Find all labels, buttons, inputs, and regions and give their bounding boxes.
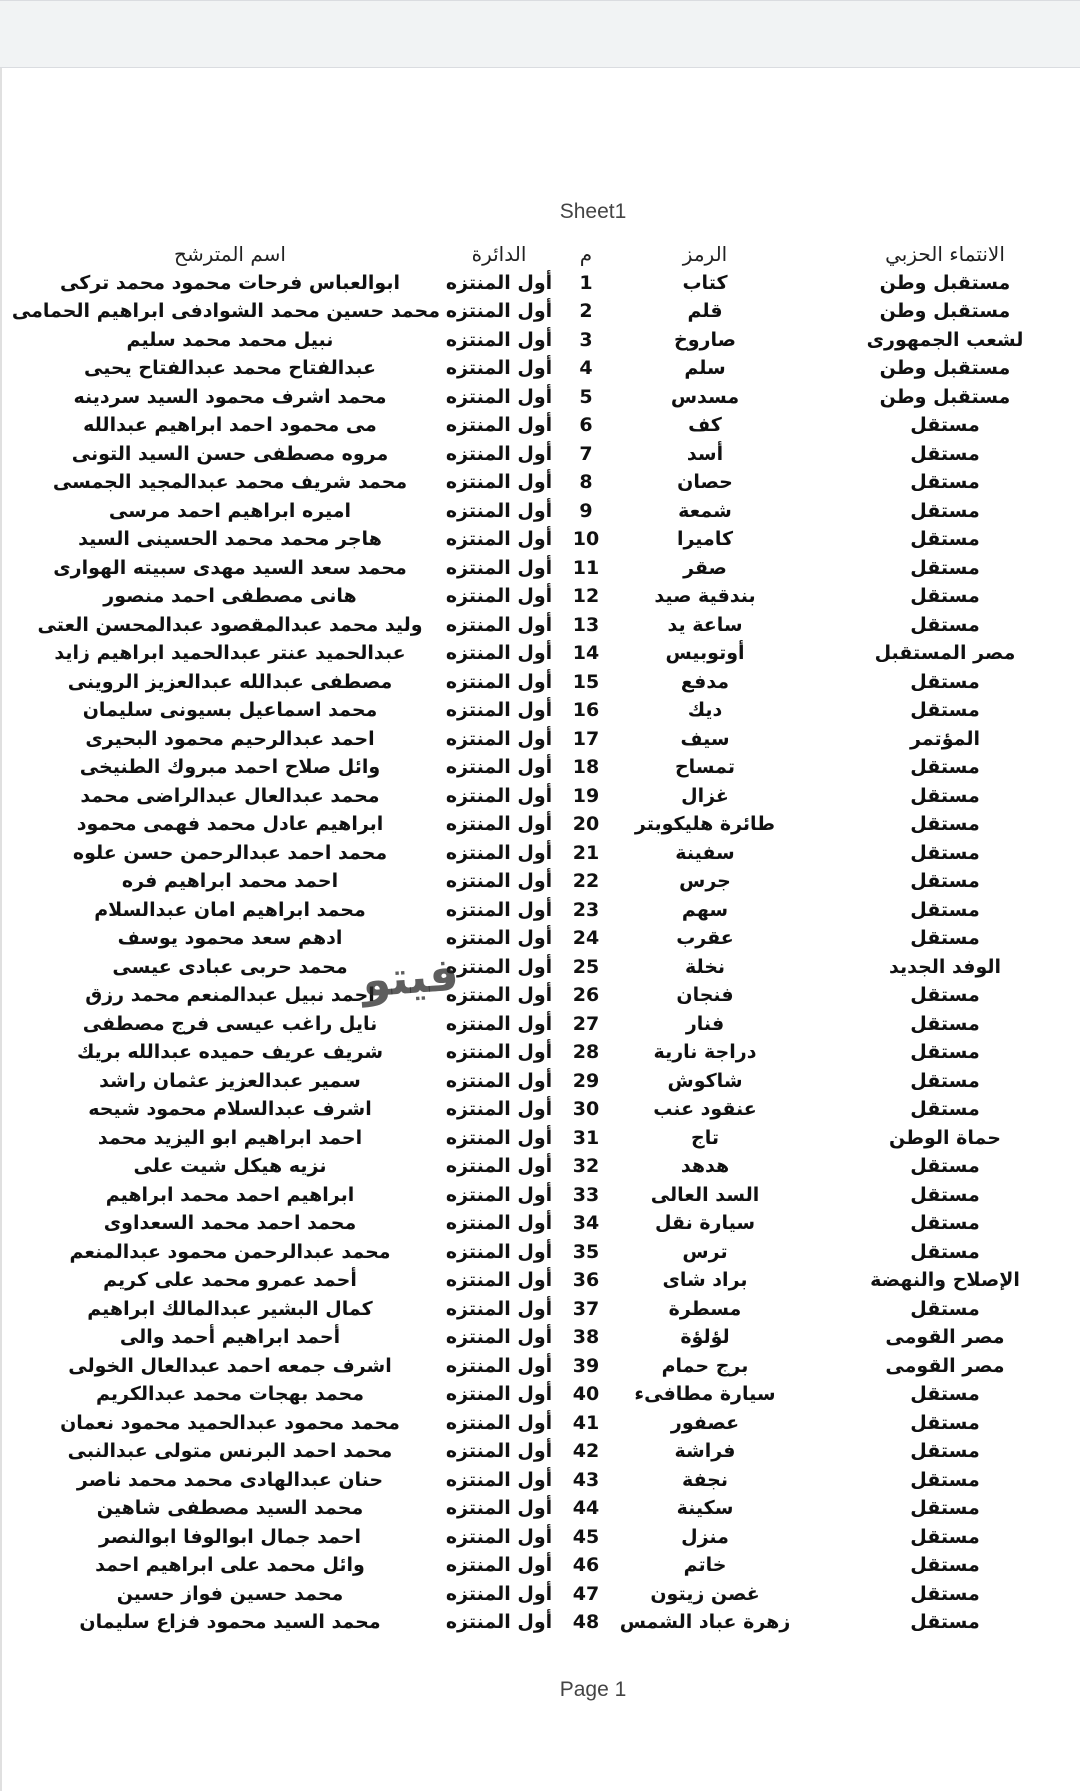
cell-party: مستقبل وطن [879, 271, 1011, 294]
table-row [0, 1266, 1080, 1295]
cell-symbol: حصان [677, 471, 733, 493]
cell-party: الوفد الجديد [888, 955, 1001, 978]
cell-number: 36 [572, 1269, 600, 1291]
header-circuit: الدائرة [471, 242, 527, 266]
cell-symbol: ترس [682, 1240, 728, 1263]
cell-number: 30 [572, 1098, 600, 1120]
cell-name: اشرف جمعه احمد عبدالعال الخولى [68, 1354, 392, 1377]
cell-name: وليد محمد عبدالمقصود عبدالمحسن العتى [37, 613, 423, 636]
cell-number: 13 [572, 613, 600, 636]
cell-symbol: كف [688, 414, 722, 436]
cell-circuit: أول المنتزه [445, 841, 553, 864]
cell-party: مستقل [910, 1411, 980, 1434]
cell-party: مستقل [910, 1497, 980, 1519]
table-row [0, 1437, 1080, 1466]
cell-number: 12 [572, 585, 600, 607]
cell-number: 7 [579, 442, 593, 465]
cell-name: محمد اسماعيل بسيونى سليمان [82, 699, 378, 721]
cell-symbol: سيارة نقل [654, 1212, 756, 1234]
cell-circuit: أول المنتزه [445, 1525, 553, 1548]
cell-name: محمد عبدالعال عبدالراضى محمد [80, 784, 380, 807]
cell-number: 23 [572, 898, 600, 921]
cell-symbol: فنار [685, 1012, 725, 1035]
cell-party: مستقل [910, 556, 980, 579]
cell-name: حنان عبدالهادى محمد محمد ناصر [76, 1468, 384, 1491]
cell-circuit: أول المنتزه [445, 1611, 553, 1633]
cell-party: مستقل [910, 927, 980, 949]
cell-name: محمد اشرف محمود السيد سردينه [73, 385, 387, 408]
cell-symbol: ديك [687, 699, 723, 721]
cell-circuit: أول المنتزه [445, 727, 553, 750]
cell-number: 2 [579, 300, 593, 322]
cell-symbol: سلم [684, 357, 726, 379]
cell-party: مستقل [910, 756, 980, 778]
table-row [0, 1352, 1080, 1381]
cell-symbol: سفينة [675, 841, 735, 864]
table-row [0, 1095, 1080, 1124]
cell-circuit: أول المنتزه [445, 328, 553, 351]
cell-name: وائل صلاح احمد مبروك الطنيخى [79, 756, 381, 778]
cell-circuit: أول المنتزه [445, 1497, 553, 1519]
cell-number: 1 [579, 271, 593, 294]
cell-number: 34 [572, 1212, 600, 1234]
cell-name: ابراهيم عادل محمد فهمى محمود [76, 813, 384, 835]
page-number: Page 1 [559, 1678, 627, 1701]
cell-party: مستقل [910, 1155, 980, 1177]
cell-circuit: أول المنتزه [445, 955, 553, 978]
watermark-logo: فيتو [360, 946, 461, 1008]
cell-symbol: برج حمام [661, 1354, 749, 1377]
cell-party: مستقبل وطن [879, 300, 1011, 322]
cell-number: 27 [572, 1012, 600, 1035]
cell-circuit: أول المنتزه [445, 1354, 553, 1377]
cell-party: مستقبل وطن [879, 385, 1011, 408]
cell-circuit: أول المنتزه [445, 499, 553, 522]
cell-name: احمد ابراهيم ابو اليزيد محمد [97, 1126, 363, 1149]
cell-number: 26 [572, 984, 600, 1006]
cell-circuit: أول المنتزه [445, 1155, 553, 1177]
cell-number: 44 [572, 1497, 600, 1519]
table-row [0, 1523, 1080, 1552]
cell-name: نبيل محمد محمد سليم [126, 328, 334, 351]
cell-name: وائل محمد على ابراهيم احمد [95, 1554, 365, 1576]
cell-circuit: أول المنتزه [445, 528, 553, 550]
cell-number: 28 [572, 1041, 600, 1063]
cell-name: مصطفى عبدالله عبدالعزيز الروينى [67, 670, 393, 693]
cell-symbol: طائرة هليكوبتر [634, 813, 776, 835]
table-row [0, 1010, 1080, 1039]
cell-name: سمير عبدالعزيز عثمان راشد [99, 1069, 361, 1092]
table-row [0, 810, 1080, 839]
cell-circuit: أول المنتزه [445, 585, 553, 607]
cell-circuit: أول المنتزه [445, 1098, 553, 1120]
cell-circuit: أول المنتزه [445, 642, 553, 664]
cell-number: 15 [572, 670, 600, 693]
cell-party: مستقل [910, 1468, 980, 1491]
cell-party: مستقل [910, 613, 980, 636]
cell-circuit: أول المنتزه [445, 1012, 553, 1035]
cell-symbol: تاج [691, 1126, 719, 1149]
viewer-toolbar [0, 0, 1080, 68]
cell-number: 19 [572, 784, 600, 807]
table-row [0, 1551, 1080, 1580]
cell-party: مستقل [910, 1041, 980, 1063]
cell-number: 35 [572, 1240, 600, 1263]
table-row [0, 440, 1080, 469]
cell-circuit: أول المنتزه [445, 1126, 553, 1149]
cell-party: المؤتمر [910, 727, 980, 750]
cell-party: مصر المستقبل [874, 642, 1016, 664]
cell-symbol: فنجان [676, 984, 734, 1006]
cell-number: 48 [572, 1611, 600, 1633]
table-row [0, 611, 1080, 640]
cell-symbol: مسطرة [668, 1297, 742, 1320]
cell-number: 37 [572, 1297, 600, 1320]
cell-symbol: قلم [687, 300, 723, 322]
table-row [0, 1238, 1080, 1267]
cell-circuit: أول المنتزه [445, 1041, 553, 1063]
cell-circuit: أول المنتزه [445, 984, 553, 1006]
cell-name: محمد احمد عبدالرحمن حسن علوه [72, 841, 388, 864]
cell-circuit: أول المنتزه [445, 1240, 553, 1263]
sheet-title: Sheet1 [559, 200, 627, 223]
table-header-row [0, 240, 1080, 269]
cell-name: محمد حربى عبادى عيسى [112, 955, 348, 978]
cell-symbol: غزال [681, 784, 729, 807]
cell-circuit: أول المنتزه [445, 927, 553, 949]
cell-symbol: مدفع [680, 670, 730, 693]
table-row [0, 411, 1080, 440]
cell-number: 46 [572, 1554, 600, 1576]
table-row [0, 839, 1080, 868]
cell-symbol: سيارة مطافىء [634, 1383, 776, 1405]
cell-name: ابوالعباس فرحات محمود محمد تركى [60, 271, 400, 294]
cell-party: مستقل [910, 1240, 980, 1263]
cell-number: 8 [579, 471, 593, 493]
table-row [0, 468, 1080, 497]
cell-party: مستقل [910, 699, 980, 721]
cell-name: محمد سعد السيد مهدى سبيته الهوارى [53, 556, 407, 579]
cell-symbol: شاكوش [667, 1069, 743, 1092]
cell-party: مستقل [910, 1069, 980, 1092]
cell-circuit: أول المنتزه [445, 385, 553, 408]
cell-number: 14 [572, 642, 600, 664]
cell-symbol: كتاب [682, 271, 728, 294]
cell-symbol: تمساح [674, 756, 736, 778]
cell-circuit: أول المنتزه [445, 1326, 553, 1348]
cell-party: مستقل [910, 1297, 980, 1320]
cell-circuit: أول المنتزه [445, 1383, 553, 1405]
table-row [0, 924, 1080, 953]
cell-party: مستقل [910, 870, 980, 892]
cell-circuit: أول المنتزه [445, 1269, 553, 1291]
cell-symbol: صاروخ [674, 328, 736, 351]
cell-party: مستقبل وطن [879, 357, 1011, 379]
cell-number: 39 [572, 1354, 600, 1377]
cell-symbol: عنقود عنب [653, 1098, 757, 1120]
header-symbol: الرمز [682, 242, 728, 266]
table-row [0, 696, 1080, 725]
cell-symbol: زهرة عباد الشمس [619, 1611, 791, 1633]
candidates-table [0, 240, 1080, 1637]
table-row [0, 1608, 1080, 1637]
table-row [0, 953, 1080, 982]
cell-symbol: عقرب [676, 927, 734, 949]
cell-symbol: هدهد [680, 1155, 730, 1177]
cell-party: مصر القومى [885, 1354, 1005, 1377]
cell-symbol: نخلة [684, 955, 726, 978]
cell-name: محمد حسين محمد الشوادفى ابراهيم الحمامى [11, 300, 440, 322]
table-row [0, 1580, 1080, 1609]
table-row [0, 1067, 1080, 1096]
cell-number: 24 [572, 927, 600, 949]
cell-circuit: أول المنتزه [445, 271, 553, 294]
cell-circuit: أول المنتزه [445, 1582, 553, 1605]
table-row [0, 525, 1080, 554]
cell-party: مصر القومى [885, 1326, 1005, 1348]
cell-symbol: جرس [679, 870, 731, 892]
cell-symbol: ساعة يد [667, 613, 743, 636]
cell-number: 43 [572, 1468, 600, 1491]
cell-party: مستقل [910, 528, 980, 550]
table-row [0, 497, 1080, 526]
cell-party: مستقل [910, 471, 980, 493]
cell-number: 33 [572, 1183, 600, 1206]
cell-symbol: سهم [681, 898, 729, 921]
table-row [0, 269, 1080, 298]
cell-number: 20 [572, 813, 600, 835]
cell-name: هانى مصطفى احمد منصور [103, 585, 357, 607]
cell-party: مستقل [910, 1554, 980, 1576]
cell-number: 42 [572, 1440, 600, 1462]
cell-symbol: بندقية صيد [654, 585, 756, 607]
cell-name: عبدالحميد عنتر عبدالحميد ابراهيم زايد [54, 642, 406, 664]
table-row [0, 297, 1080, 326]
cell-name: اميره ابراهيم احمد مرسى [108, 499, 352, 522]
cell-circuit: أول المنتزه [445, 1411, 553, 1434]
cell-name: هاجر محمد محمد الحسينى السيد [78, 528, 382, 550]
cell-party: مستقل [910, 1012, 980, 1035]
cell-name: أحمد عمرو محمد على كريم [103, 1269, 357, 1291]
table-row [0, 1380, 1080, 1409]
cell-name: محمد ابراهيم امان عبدالسلام [94, 898, 366, 921]
cell-name: محمد عبدالرحمن محمود عبدالمنعم [69, 1240, 391, 1263]
cell-name: نايل راغب عيسى فرج مصطفى [82, 1012, 378, 1035]
cell-number: 47 [572, 1582, 600, 1605]
cell-circuit: أول المنتزه [445, 414, 553, 436]
table-row [0, 1295, 1080, 1324]
cell-symbol: نجفة [681, 1468, 729, 1491]
cell-number: 17 [572, 727, 600, 750]
cell-name: احمد نبيل عبدالمنعم محمد رزق [85, 984, 375, 1006]
header-name: اسم المترشح [174, 242, 286, 266]
cell-circuit: أول المنتزه [445, 699, 553, 721]
cell-circuit: أول المنتزه [445, 1183, 553, 1206]
cell-number: 16 [572, 699, 600, 721]
cell-name: محمد شريف محمد عبدالمجيد الجمسى [52, 471, 408, 493]
cell-symbol: دراجة نارية [653, 1041, 757, 1063]
cell-number: 32 [572, 1155, 600, 1177]
table-row [0, 326, 1080, 355]
cell-name: ادهم سعد محمود يوسف [117, 927, 343, 949]
cell-party: مستقل [910, 499, 980, 522]
cell-circuit: أول المنتزه [445, 670, 553, 693]
cell-circuit: أول المنتزه [445, 357, 553, 379]
table-row [0, 1181, 1080, 1210]
cell-number: 18 [572, 756, 600, 778]
table-row [0, 668, 1080, 697]
table-row [0, 867, 1080, 896]
table-row [0, 554, 1080, 583]
cell-party: مستقل [910, 414, 980, 436]
cell-symbol: شمعة [678, 499, 732, 522]
table-row [0, 753, 1080, 782]
cell-symbol: السد العالى [650, 1183, 760, 1206]
cell-name: محمد محمود عبدالحميد محمود نعمان [60, 1411, 400, 1434]
cell-party: مستقل [910, 585, 980, 607]
cell-party: مستقل [910, 1383, 980, 1405]
cell-circuit: أول المنتزه [445, 898, 553, 921]
table-row [0, 582, 1080, 611]
table-row [0, 1038, 1080, 1067]
cell-name: نزيه هيكل شيت على [133, 1155, 327, 1177]
cell-party: مستقل [910, 670, 980, 693]
cell-circuit: أول المنتزه [445, 1468, 553, 1491]
cell-number: 45 [572, 1525, 600, 1548]
table-row [0, 725, 1080, 754]
cell-circuit: أول المنتزه [445, 1554, 553, 1576]
cell-party: مستقل [910, 898, 980, 921]
table-row [0, 1323, 1080, 1352]
cell-circuit: أول المنتزه [445, 1069, 553, 1092]
cell-circuit: أول المنتزه [445, 613, 553, 636]
cell-name: محمد احمد محمد السعداوى [103, 1212, 357, 1234]
cell-name: محمد بهجات محمد عبدالكريم [95, 1383, 365, 1405]
table-row [0, 383, 1080, 412]
cell-name: احمد محمد ابراهيم فره [121, 870, 339, 892]
cell-circuit: أول المنتزه [445, 442, 553, 465]
cell-number: 25 [572, 955, 600, 978]
cell-name: محمد حسين فواز حسين [116, 1582, 344, 1605]
cell-circuit: أول المنتزه [445, 813, 553, 835]
cell-number: 40 [572, 1383, 600, 1405]
header-party: الانتماء الحزبي [885, 242, 1005, 266]
cell-party: مستقل [910, 1212, 980, 1234]
cell-symbol: مسدس [670, 385, 740, 408]
cell-symbol: غصن زيتون [650, 1582, 760, 1605]
cell-name: أحمد ابراهيم أحمد والى [119, 1326, 341, 1348]
cell-name: محمد السيد مصطفى شاهين [96, 1497, 364, 1519]
cell-circuit: أول المنتزه [445, 1297, 553, 1320]
cell-symbol: منزل [681, 1525, 729, 1548]
cell-party: مستقل [910, 841, 980, 864]
cell-name: احمد جمال ابوالوفا ابوالنصر [98, 1525, 361, 1548]
cell-party: حماة الوطن [889, 1126, 1001, 1149]
cell-symbol: سكينة [676, 1497, 734, 1519]
cell-party: لشعب الجمهورى [866, 328, 1024, 351]
cell-number: 21 [572, 841, 600, 864]
cell-circuit: أول المنتزه [445, 1440, 553, 1462]
cell-name: مى محمود احمد ابراهيم عبدالله [83, 414, 377, 436]
cell-number: 11 [572, 556, 600, 579]
cell-symbol: صقر [683, 556, 727, 579]
cell-number: 5 [579, 385, 593, 408]
cell-symbol: سيف [680, 727, 730, 750]
cell-number: 29 [572, 1069, 600, 1092]
cell-name: عبدالفتاح محمد عبدالفتاح يحيى [83, 357, 377, 379]
table-row [0, 1152, 1080, 1181]
cell-symbol: فراشة [674, 1440, 736, 1462]
cell-party: الإصلاح والنهضة [870, 1269, 1020, 1291]
table-row [0, 1409, 1080, 1438]
table-row [0, 981, 1080, 1010]
cell-circuit: أول المنتزه [445, 300, 553, 322]
cell-number: 41 [572, 1411, 600, 1434]
cell-symbol: خاتم [683, 1554, 727, 1576]
table-row [0, 896, 1080, 925]
cell-name: ابراهيم احمد محمد ابراهيم [105, 1183, 355, 1206]
cell-name: اشرف عبدالسلام محمود شيحه [88, 1098, 372, 1120]
cell-party: مستقل [910, 1440, 980, 1462]
header-number: م [579, 242, 593, 266]
cell-number: 10 [572, 528, 600, 550]
cell-name: شريف عريف حميده عبدالله بريك [76, 1041, 384, 1063]
cell-party: مستقل [910, 1098, 980, 1120]
cell-party: مستقل [910, 784, 980, 807]
cell-symbol: أوتوبيس [665, 642, 745, 664]
table-row [0, 639, 1080, 668]
cell-name: مروه مصطفى حسن السيد التونى [71, 442, 389, 465]
cell-party: مستقل [910, 1525, 980, 1548]
cell-party: مستقل [910, 1183, 980, 1206]
cell-number: 9 [579, 499, 593, 522]
cell-number: 6 [579, 414, 593, 436]
cell-name: كمال البشير عبدالمالك ابراهيم [87, 1297, 373, 1320]
table-row [0, 354, 1080, 383]
cell-number: 38 [572, 1326, 600, 1348]
cell-party: مستقل [910, 1611, 980, 1633]
cell-circuit: أول المنتزه [445, 756, 553, 778]
cell-party: مستقل [910, 984, 980, 1006]
cell-circuit: أول المنتزه [445, 784, 553, 807]
cell-number: 31 [572, 1126, 600, 1149]
cell-symbol: براد شاى [662, 1269, 748, 1291]
cell-circuit: أول المنتزه [445, 1212, 553, 1234]
cell-symbol: لؤلؤة [680, 1326, 730, 1348]
cell-party: مستقل [910, 442, 980, 465]
cell-number: 22 [572, 870, 600, 892]
cell-name: احمد عبدالرحيم محمود البحيرى [85, 727, 375, 750]
cell-symbol: أسد [686, 442, 724, 465]
cell-symbol: عصفور [670, 1411, 740, 1434]
cell-party: مستقل [910, 813, 980, 835]
table-row [0, 782, 1080, 811]
cell-symbol: كاميرا [676, 528, 734, 550]
cell-circuit: أول المنتزه [445, 556, 553, 579]
cell-party: مستقل [910, 1582, 980, 1605]
table-row [0, 1466, 1080, 1495]
table-row [0, 1124, 1080, 1153]
cell-number: 4 [579, 357, 593, 379]
table-row [0, 1209, 1080, 1238]
cell-number: 3 [579, 328, 593, 351]
cell-circuit: أول المنتزه [445, 870, 553, 892]
cell-circuit: أول المنتزه [445, 471, 553, 493]
table-row [0, 1494, 1080, 1523]
cell-name: محمد احمد البرنس متولى عبدالنبى [67, 1440, 393, 1462]
cell-name: محمد السيد محمود فزاع سليمان [79, 1611, 381, 1633]
